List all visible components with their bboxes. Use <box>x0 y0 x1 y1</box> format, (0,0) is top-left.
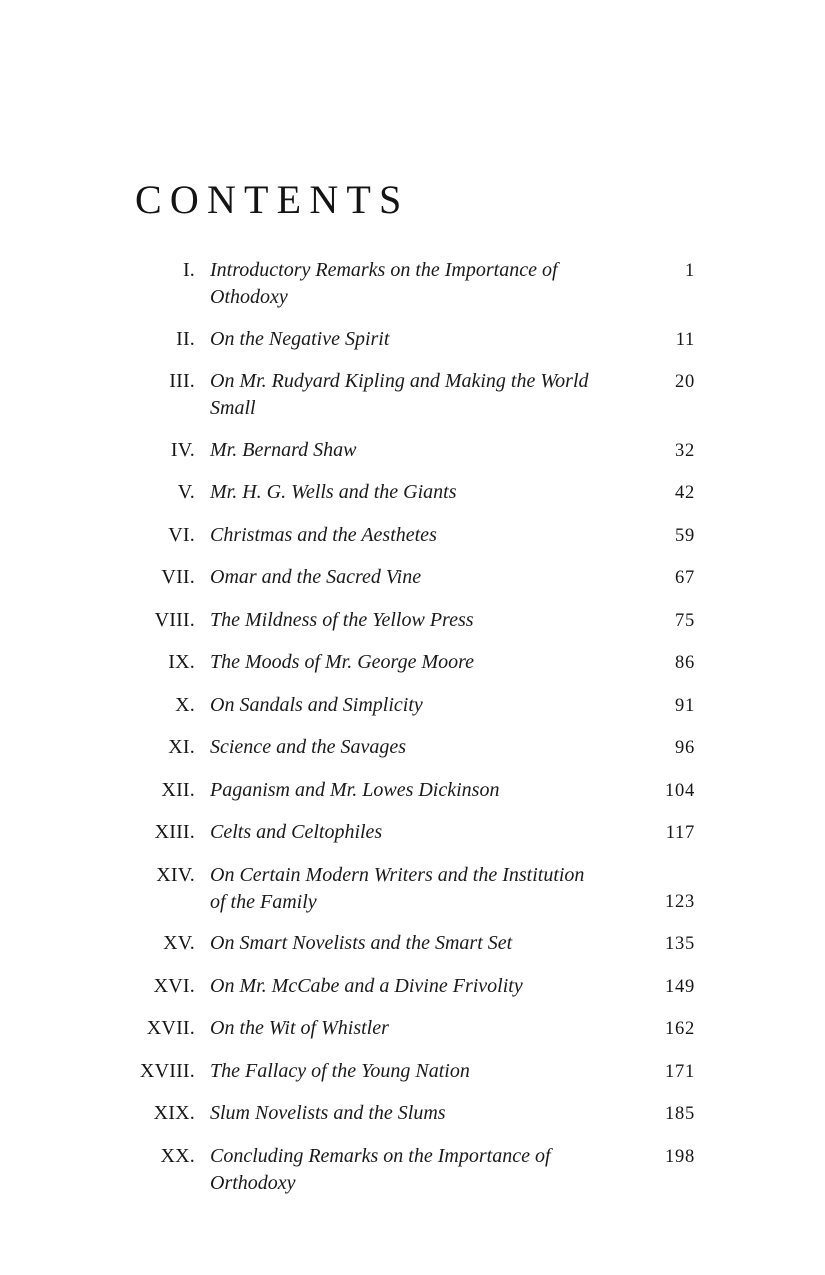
chapter-title-line1: The Moods of Mr. George Moore <box>210 651 475 673</box>
chapter-title <box>210 326 628 353</box>
chapter-page-number: 20 <box>675 372 695 392</box>
chapter-page-number: 96 <box>675 738 695 758</box>
chapter-title-line1: On Mr. Rudyard Kipling and Making the World Small <box>210 370 589 419</box>
chapter-numeral: XII. <box>161 778 195 801</box>
chapter-numeral: II. <box>176 327 195 350</box>
chapter-numeral: XVI. <box>153 974 195 997</box>
chapter-title-line1: On Mr. McCabe and a Divine Frivolity <box>210 974 523 997</box>
toc-entry <box>135 257 695 311</box>
chapter-page-number: 86 <box>675 653 695 673</box>
chapter-numeral: VII. <box>161 566 195 588</box>
chapter-page-number: 123 <box>665 891 695 912</box>
chapter-title-line1: On the Wit of Whistler <box>210 1017 389 1039</box>
chapter-title-line1: On Smart Novelists and the Smart Set <box>210 932 513 954</box>
table-of-contents <box>135 257 695 1197</box>
toc-entry <box>135 437 695 465</box>
chapter-title-line1: Paganism and Mr. Lowes Dickinson <box>210 778 500 801</box>
chapter-title-line1: The Mildness of the Yellow Press <box>210 608 474 631</box>
toc-entry <box>135 1143 695 1197</box>
chapter-title <box>210 819 628 846</box>
toc-entry <box>135 819 695 847</box>
chapter-page-number: 11 <box>675 329 695 350</box>
chapter-page-number: 185 <box>665 1104 695 1124</box>
toc-entry <box>135 1100 695 1128</box>
chapter-title-line1: The Fallacy of the Young Nation <box>210 1059 470 1082</box>
page-title: CONTENTS <box>135 177 410 222</box>
chapter-numeral: IV. <box>170 438 195 461</box>
chapter-title-line1: On the Negative Spirit <box>210 327 390 350</box>
chapter-title <box>210 777 628 804</box>
chapter-title-line1: Omar and the Sacred Vine <box>210 566 422 588</box>
chapter-numeral: X. <box>175 693 195 716</box>
chapter-page-number: 117 <box>665 823 695 843</box>
toc-entry <box>135 1058 695 1086</box>
chapter-title <box>210 973 628 1000</box>
chapter-numeral: XVIII. <box>139 1059 195 1082</box>
chapter-title <box>210 862 628 916</box>
chapter-title <box>210 930 628 957</box>
chapter-numeral: VI. <box>168 523 195 546</box>
toc-entry <box>135 649 695 677</box>
chapter-title <box>210 368 628 422</box>
chapter-title-line1: Mr. Bernard Shaw <box>210 438 357 461</box>
chapter-numeral: III. <box>169 370 195 392</box>
chapter-title <box>210 607 628 634</box>
chapter-title <box>210 522 628 549</box>
chapter-title <box>210 1143 628 1197</box>
toc-entry <box>135 607 695 635</box>
chapter-title <box>210 564 628 591</box>
chapter-title-line1: On Sandals and Simplicity <box>210 693 423 716</box>
chapter-title <box>210 437 628 464</box>
chapter-page-number: 75 <box>675 610 695 631</box>
chapter-page-number: 104 <box>665 780 695 801</box>
chapter-title-line2: of the Family <box>210 890 317 913</box>
chapter-page-number: 198 <box>665 1146 695 1167</box>
chapter-numeral: I. <box>182 259 195 281</box>
chapter-title <box>210 479 628 506</box>
chapter-numeral: XX. <box>160 1144 195 1167</box>
chapter-title <box>210 649 628 676</box>
chapter-title <box>210 692 628 719</box>
chapter-numeral: XI. <box>168 736 195 758</box>
chapter-title-line1: Christmas and the Aesthetes <box>210 523 437 546</box>
chapter-title-line1: On Certain Modern Writers and the Institution <box>210 863 585 886</box>
chapter-title-line1: Science and the Savages <box>210 736 407 758</box>
chapter-title <box>210 257 628 311</box>
toc-entry <box>135 368 695 422</box>
toc-entry <box>135 862 695 916</box>
chapter-page-number: 135 <box>665 934 695 954</box>
chapter-title-line1: Concluding Remarks on the Importance of Orthodoxy <box>210 1144 551 1194</box>
chapter-title <box>210 1058 628 1085</box>
chapter-title-line1: Mr. H. G. Wells and the Giants <box>210 481 457 503</box>
toc-entry <box>135 479 695 507</box>
chapter-page-number: 91 <box>675 695 695 716</box>
chapter-page-number: 67 <box>675 568 695 588</box>
chapter-page-number: 171 <box>665 1061 695 1082</box>
chapter-numeral: XIX. <box>153 1102 195 1124</box>
chapter-numeral: IX. <box>168 651 195 673</box>
chapter-page-number: 149 <box>665 976 695 997</box>
toc-entry <box>135 930 695 958</box>
chapter-page-number: 59 <box>675 525 695 546</box>
toc-entry <box>135 564 695 592</box>
chapter-title-line1: Introductory Remarks on the Importance of Othodoxy <box>210 259 558 308</box>
toc-entry <box>135 692 695 720</box>
chapter-title-line1: Slum Novelists and the Slums <box>210 1102 446 1124</box>
toc-entry <box>135 1015 695 1043</box>
chapter-title <box>210 1015 628 1042</box>
chapter-page-number: 32 <box>675 440 695 461</box>
chapter-title-line1: Celts and Celtophiles <box>210 821 383 843</box>
chapter-title <box>210 734 628 761</box>
chapter-numeral: VIII. <box>154 608 195 631</box>
chapter-numeral: XIV. <box>156 863 195 886</box>
chapter-numeral: XVII. <box>146 1017 195 1039</box>
chapter-page-number: 1 <box>685 261 695 281</box>
toc-entry <box>135 522 695 550</box>
chapter-page-number: 162 <box>665 1019 695 1039</box>
chapter-page-number: 42 <box>675 483 695 503</box>
chapter-numeral: V. <box>177 481 195 503</box>
toc-entry <box>135 973 695 1001</box>
chapter-title <box>210 1100 628 1127</box>
toc-entry <box>135 777 695 805</box>
toc-entry <box>135 734 695 762</box>
toc-entry <box>135 326 695 354</box>
chapter-numeral: XIII. <box>154 821 195 843</box>
chapter-numeral: XV. <box>163 932 195 954</box>
